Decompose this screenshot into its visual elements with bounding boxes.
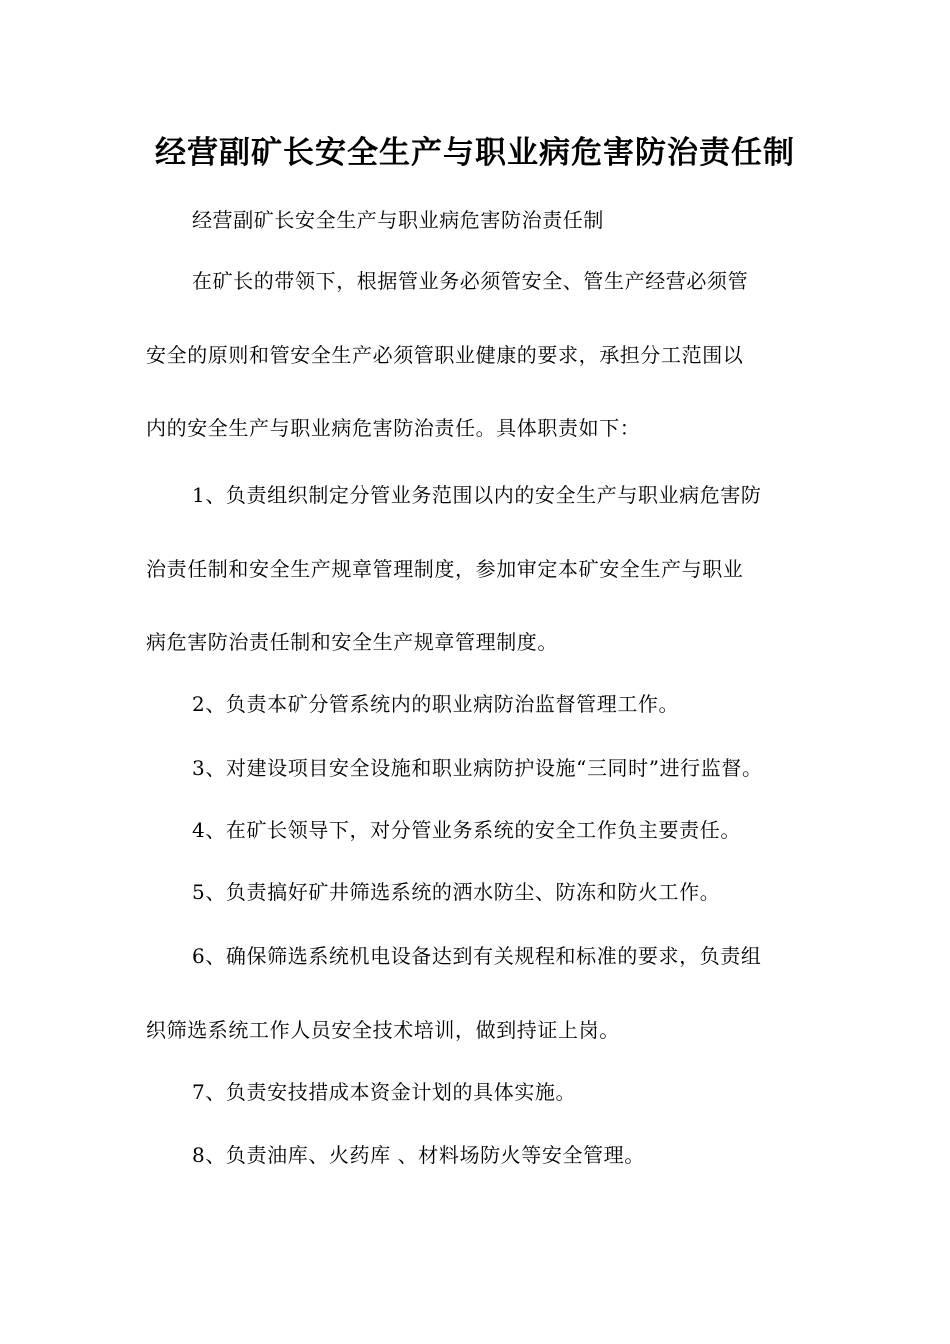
- item-6-line-1: 6、确保筛选系统机电设备达到有关规程和标准的要求，负责组: [192, 944, 762, 968]
- item-5-line: 5、负责搞好矿井筛选系统的洒水防尘、防冻和防火工作。: [192, 880, 721, 904]
- item-7-line: 7、负责安技措成本资金计划的具体实施。: [192, 1080, 577, 1104]
- item-4-line: 4、在矿长领导下，对分管业务系统的安全工作负主要责任。: [192, 818, 741, 842]
- item-3-line: 3、对建设项目安全设施和职业病防护设施“三同时”进行监督。: [192, 756, 763, 780]
- intro-line-2: 安全的原则和管安全生产必须管职业健康的要求，承担分工范围以: [146, 343, 744, 367]
- item-1-line-2: 治责任制和安全生产规章管理制度，参加审定本矿安全生产与职业: [146, 557, 744, 581]
- item-2-line: 2、负责本矿分管系统内的职业病防治监督管理工作。: [192, 692, 680, 716]
- document-title: 经营副矿长安全生产与职业病危害防治责任制: [155, 135, 795, 171]
- item-1-line-3: 病危害防治责任制和安全生产规章管理制度。: [146, 630, 558, 654]
- item-6-line-2: 织筛选系统工作人员安全技术培训，做到持证上岗。: [146, 1018, 620, 1042]
- intro-line-3: 内的安全生产与职业病危害防治责任。具体职责如下：: [146, 416, 641, 440]
- item-1-line-1: 1、负责组织制定分管业务范围以内的安全生产与职业病危害防: [192, 483, 762, 507]
- subtitle-line: 经营副矿长安全生产与职业病危害防治责任制: [192, 208, 604, 232]
- item-8-line: 8、负责油库、火药库 、材料场防火等安全管理。: [192, 1143, 645, 1167]
- intro-line-1: 在矿长的带领下，根据管业务必须管安全、管生产经营必须管: [192, 269, 749, 293]
